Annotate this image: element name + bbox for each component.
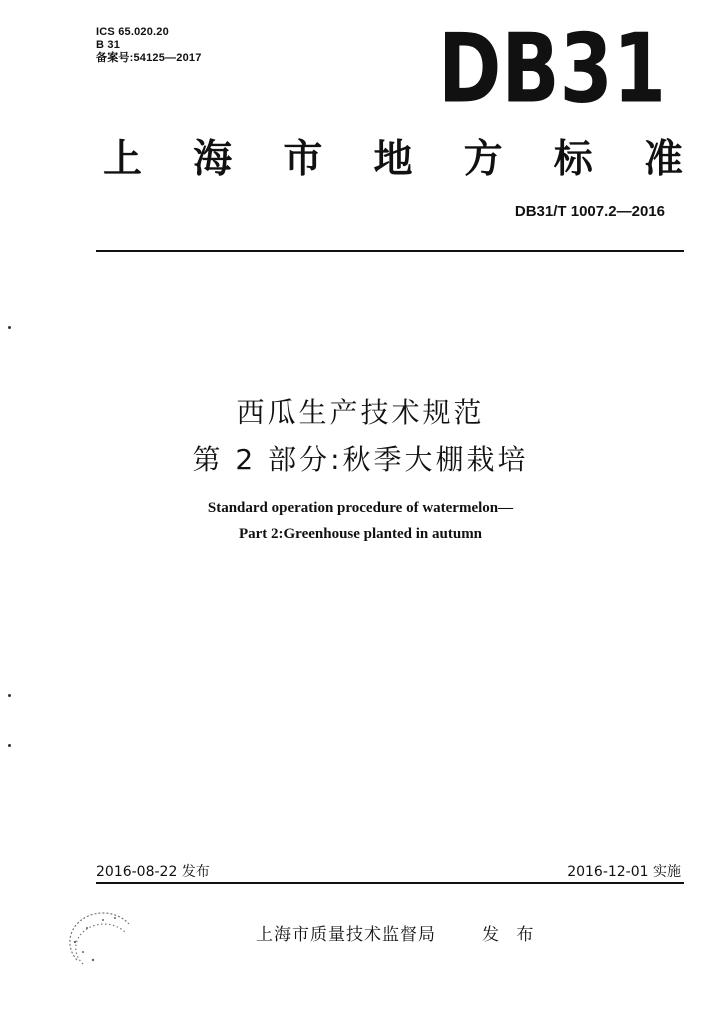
standard-number: DB31/T 1007.2—2016	[514, 203, 665, 220]
standard-type-char: 市	[283, 137, 323, 182]
standard-type-char: 方	[463, 137, 503, 182]
title-cn-line1: 西瓜生产技术规范	[236, 396, 485, 429]
seal-stamp	[63, 908, 143, 976]
db31-logo-text: DB31	[438, 12, 666, 125]
standard-type-char: 地	[373, 137, 413, 182]
record-number: 备案号:54125—2017	[96, 52, 202, 64]
db31-logo	[436, 12, 668, 125]
standard-type-char: 海	[193, 137, 233, 182]
category-code: B 31	[96, 39, 121, 51]
standard-type-char: 上	[103, 137, 143, 182]
implementation-date: 2016-12-01 实施	[567, 864, 681, 880]
classification-block	[96, 26, 202, 65]
scan-speck	[8, 744, 11, 747]
ics-code: ICS 65.020.20	[96, 26, 169, 38]
title-cn-line2: 第 2 部分:秋季大棚栽培	[192, 443, 529, 476]
issue-label: 发 布	[482, 925, 540, 945]
top-divider	[96, 250, 684, 252]
title-en-line1: Standard operation procedure of watermelon—	[207, 500, 514, 516]
issuing-authority: 上海市质量技术监督局	[256, 925, 436, 945]
standard-type-char: 标	[553, 137, 593, 182]
standard-type-char: 准	[643, 137, 683, 182]
title-en-line2: Part 2:Greenhouse planted in autumn	[238, 526, 483, 542]
issue-date: 2016-08-22 发布	[96, 864, 210, 880]
standard-type-heading	[103, 128, 683, 184]
scan-speck	[8, 694, 11, 697]
bottom-divider	[96, 882, 684, 884]
scan-speck	[8, 326, 11, 329]
